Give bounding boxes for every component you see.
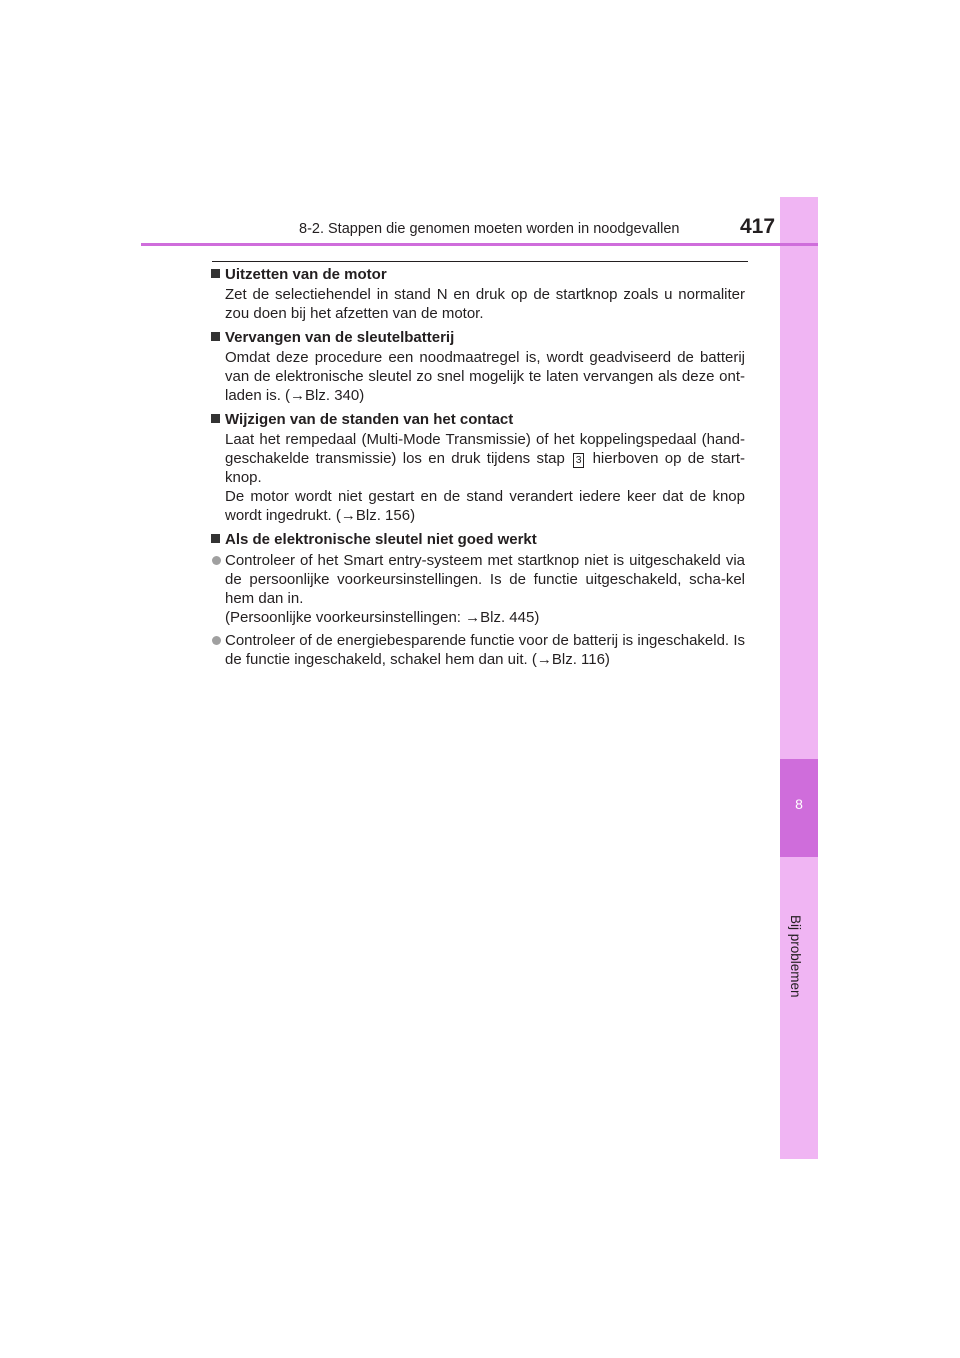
header-divider — [141, 243, 818, 246]
square-bullet-icon — [211, 332, 220, 341]
heading-text: Als de elektronische sleutel niet goed werkt — [225, 531, 537, 548]
list-item — [210, 631, 745, 669]
section-sleutel-werkt-niet — [210, 530, 745, 669]
step-number-box: 3 — [573, 453, 584, 468]
paragraph: De motor wordt niet gestart en de stand verandert iedere keer dat de knop wordt ingedrukt. (→Blz. 156) — [225, 488, 745, 524]
page-content — [210, 265, 745, 674]
paragraph: Omdat deze procedure een noodmaatregel is, wordt geadviseerd de batterij van de elektronische sleutel zo snel mogelijk te laten vervangen als deze ont-laden is. (→Blz. 340) — [225, 349, 745, 404]
paragraph: Controleer of het Smart entry-systeem met startknop niet is uitgeschakeld via de persoonlijke voorkeursinstellingen. Is de functie uitgeschakeld, scha-kel hem dan in. — [225, 552, 745, 607]
paragraph-part: hierboven op de start-knop. — [225, 450, 745, 486]
section-heading — [210, 328, 745, 347]
paragraph-part: Laat het rempedaal (Multi-Mode Transmissie) of het koppelingspedaal (hand-geschakelde transmissie) los en druk tijdens stap — [225, 431, 745, 467]
paragraph: Controleer of de energiebesparende functie voor de batterij is ingeschakeld. Is de functie ingeschakeld, schakel hem dan uit. (→Blz. 116) — [225, 632, 745, 668]
chapter-label — [785, 915, 805, 955]
section-body — [210, 285, 745, 323]
section-body — [210, 430, 745, 525]
section-uitzetten — [210, 265, 745, 323]
side-tab — [780, 197, 818, 1159]
heading-text: Vervangen van de sleutelbatterij — [225, 329, 455, 346]
section-body — [210, 348, 745, 405]
paragraph: (Persoonlijke voorkeursinstellingen: →Blz. 445) — [225, 609, 540, 626]
heading-text: Uitzetten van de motor — [225, 266, 387, 283]
chapter-number: 8 — [795, 796, 803, 812]
heading-text: Wijzigen van de standen van het contact — [225, 411, 514, 428]
section-rule — [212, 261, 748, 262]
section-heading — [210, 530, 745, 549]
circle-bullet-icon — [212, 556, 221, 565]
circle-bullet-icon — [212, 636, 221, 645]
section-heading — [210, 265, 745, 284]
paragraph — [225, 430, 745, 487]
page-number: 417 — [740, 215, 776, 238]
section-sleutelbatterij — [210, 328, 745, 405]
section-body — [210, 551, 745, 669]
section-contact — [210, 410, 745, 525]
square-bullet-icon — [211, 269, 220, 278]
square-bullet-icon — [211, 534, 220, 543]
paragraph: Zet de selectiehendel in stand N en druk op de startknop zoals u normaliter zou doen bij het afzetten van de motor. — [225, 286, 745, 322]
square-bullet-icon — [211, 414, 220, 423]
header-title: 8-2. Stappen die genomen moeten worden in noodgevallen — [299, 221, 680, 237]
list-item — [210, 551, 745, 627]
section-heading — [210, 410, 745, 429]
